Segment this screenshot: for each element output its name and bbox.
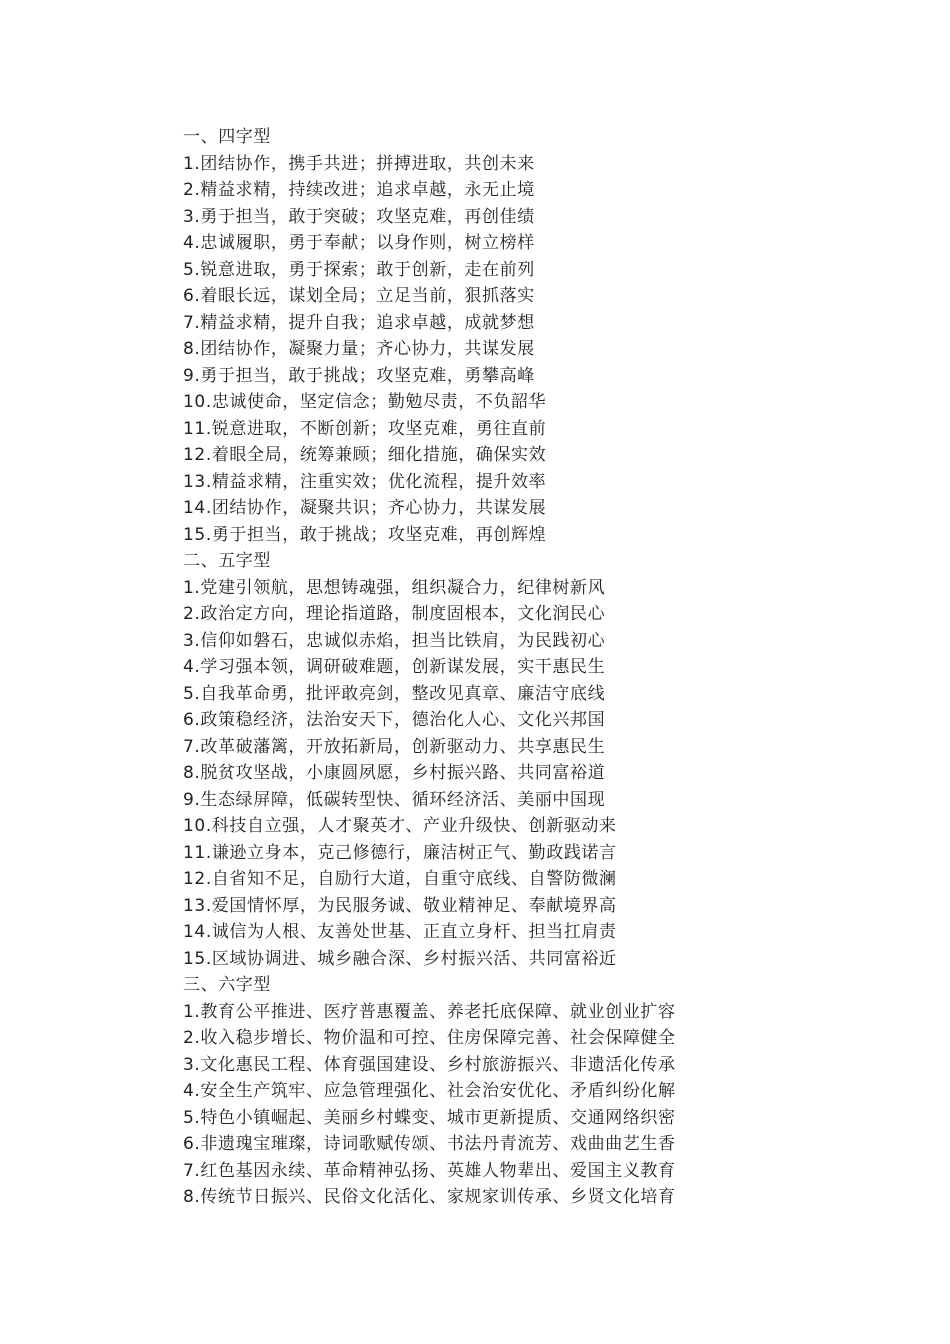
list-item: 6.着眼长远，谋划全局；立足当前，狠抓落实 <box>183 286 535 306</box>
list-item: 14.诚信为人根、友善处世基、正直立身杆、担当扛肩责 <box>183 922 617 942</box>
list-item: 11.锐意进取，不断创新；攻坚克难，勇往直前 <box>183 418 547 439</box>
list-item: 13.爱国情怀厚，为民服务诚、敬业精神足、奉献境界高 <box>183 895 617 916</box>
list-item: 12.着眼全局，统筹兼顾；细化措施，确保实效 <box>183 445 547 465</box>
list-item: 6.政策稳经济，法治安天下，德治化人心、文化兴邦国 <box>183 710 606 730</box>
list-item: 6.非遗瑰宝璀璨，诗词歌赋传颂、书法丹青流芳、戏曲曲艺生香 <box>183 1134 676 1154</box>
section-heading: 一、四字型 <box>183 127 271 147</box>
section-heading: 三、六字型 <box>183 975 271 995</box>
list-item: 2.政治定方向，理论指道路，制度固根本，文化润民心 <box>183 604 606 624</box>
list-item: 4.忠诚履职，勇于奉献；以身作则，树立榜样 <box>183 233 535 253</box>
list-item: 2.精益求精，持续改进；追求卓越，永无止境 <box>183 180 535 200</box>
list-item: 1.团结协作，携手共进；拼搏进取，共创未来 <box>183 153 535 174</box>
list-item: 8.传统节日振兴、民俗文化活化、家规家训传承、乡贤文化培育 <box>183 1187 676 1207</box>
list-item: 1.党建引领航，思想铸魂强，组织凝合力，纪律树新风 <box>183 577 606 598</box>
list-item: 12.自省知不足，自励行大道，自重守底线、自警防微澜 <box>183 869 617 889</box>
list-item: 2.收入稳步增长、物价温和可控、住房保障完善、社会保障健全 <box>183 1028 676 1048</box>
document-body <box>183 124 903 1211</box>
list-item: 4.学习强本领，调研破难题，创新谋发展，实干惠民生 <box>183 657 606 677</box>
list-item: 3.文化惠民工程、体育强国建设、乡村旅游振兴、非遗活化传承 <box>183 1054 676 1075</box>
list-item: 10.忠诚使命，坚定信念；勤勉尽责，不负韶华 <box>183 392 547 412</box>
list-item: 7.改革破藩篱，开放拓新局，创新驱动力、共享惠民生 <box>183 736 606 757</box>
list-item: 3.勇于担当，敢于突破；攻坚克难，再创佳绩 <box>183 206 535 227</box>
list-item: 7.红色基因永续、革命精神弘扬、英雄人物辈出、爱国主义教育 <box>183 1160 676 1181</box>
list-item: 15.勇于担当，敢于挑战；攻坚克难，再创辉煌 <box>183 524 547 545</box>
list-item: 15.区域协调进、城乡融合深、乡村振兴活、共同富裕近 <box>183 948 617 969</box>
list-item: 14.团结协作，凝聚共识；齐心协力，共谋发展 <box>183 498 547 518</box>
list-item: 10.科技自立强，人才聚英才、产业升级快、创新驱动来 <box>183 816 617 836</box>
list-item: 9.生态绿屏障，低碳转型快、循环经济活、美丽中国现 <box>183 789 606 810</box>
list-item: 5.自我革命勇，批评敢亮剑，整改见真章、廉洁守底线 <box>183 683 606 704</box>
list-item: 11.谦逊立身本，克己修德行，廉洁树正气、勤政践诺言 <box>183 842 617 863</box>
list-item: 13.精益求精，注重实效；优化流程，提升效率 <box>183 471 547 492</box>
section-heading: 二、五字型 <box>183 551 271 571</box>
list-item: 8.脱贫攻坚战，小康圆夙愿，乡村振兴路、共同富裕道 <box>183 763 606 783</box>
list-item: 1.教育公平推进、医疗普惠覆盖、养老托底保障、就业创业扩容 <box>183 1001 676 1022</box>
list-item: 8.团结协作，凝聚力量；齐心协力，共谋发展 <box>183 339 535 359</box>
list-item: 7.精益求精，提升自我；追求卓越，成就梦想 <box>183 312 535 333</box>
list-item: 5.锐意进取，勇于探索；敢于创新，走在前列 <box>183 259 535 280</box>
list-item: 9.勇于担当，敢于挑战；攻坚克难，勇攀高峰 <box>183 365 535 386</box>
list-item: 4.安全生产筑牢、应急管理强化、社会治安优化、矛盾纠纷化解 <box>183 1081 676 1101</box>
list-item: 5.特色小镇崛起、美丽乡村蝶变、城市更新提质、交通网络织密 <box>183 1107 676 1128</box>
list-item: 3.信仰如磐石，忠诚似赤焰，担当比铁肩，为民践初心 <box>183 630 606 651</box>
